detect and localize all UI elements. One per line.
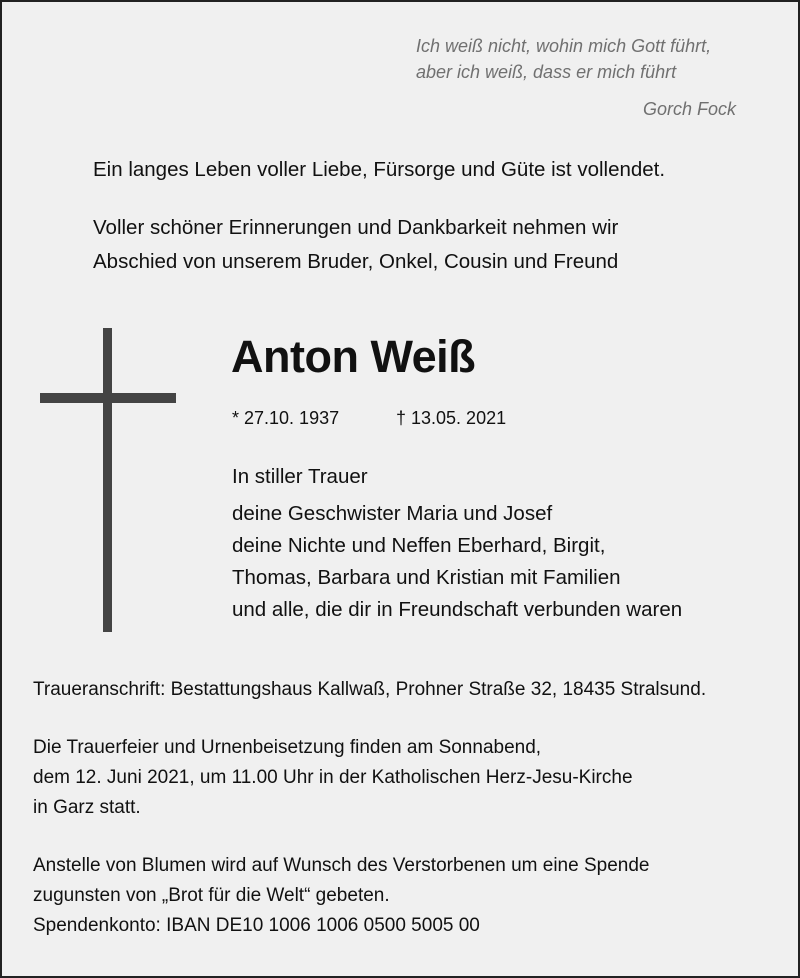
cross-vertical [103, 328, 112, 632]
mourners-heading: In stiller Trauer [232, 465, 368, 488]
cross-horizontal [40, 393, 176, 403]
quote-line-1: Ich weiß nicht, wohin mich Gott führt, [416, 36, 712, 56]
donation-line: zugunsten von „Brot für die Welt“ gebeten. [33, 885, 390, 906]
mourners-line: Thomas, Barbara und Kristian mit Familien [232, 566, 621, 589]
intro-line-2: Voller schöner Erinnerungen und Dankbarkeit nehmen wir [93, 216, 619, 239]
death-date: † 13.05. 2021 [396, 408, 507, 428]
donation-account: Spendenkonto: IBAN DE10 1006 1006 0500 5005 00 [33, 915, 480, 936]
mourners-line: deine Geschwister Maria und Josef [232, 502, 553, 525]
ceremony-line: dem 12. Juni 2021, um 11.00 Uhr in der Katholischen Herz-Jesu-Kirche [33, 767, 633, 788]
mourners-line: deine Nichte und Neffen Eberhard, Birgit, [232, 534, 606, 557]
mourners-line: und alle, die dir in Freundschaft verbunden waren [232, 598, 683, 621]
mourning-address: Traueranschrift: Bestattungshaus Kallwaß, Prohner Straße 32, 18435 Stralsund. [33, 679, 707, 700]
ceremony-line: in Garz statt. [33, 797, 141, 818]
birth-date: * 27.10. 1937 [232, 408, 340, 428]
quote-author: Gorch Fock [643, 99, 737, 119]
donation-line: Anstelle von Blumen wird auf Wunsch des Verstorbenen um eine Spende [33, 855, 650, 876]
quote-line-2: aber ich weiß, dass er mich führt [416, 62, 677, 82]
ceremony-line: Die Trauerfeier und Urnenbeisetzung finden am Sonnabend, [33, 737, 542, 758]
deceased-name: Anton Weiß [231, 331, 476, 382]
intro-line-1: Ein langes Leben voller Liebe, Fürsorge und Güte ist vollendet. [93, 158, 666, 181]
intro-line-3: Abschied von unserem Bruder, Onkel, Cousin und Freund [93, 250, 619, 273]
